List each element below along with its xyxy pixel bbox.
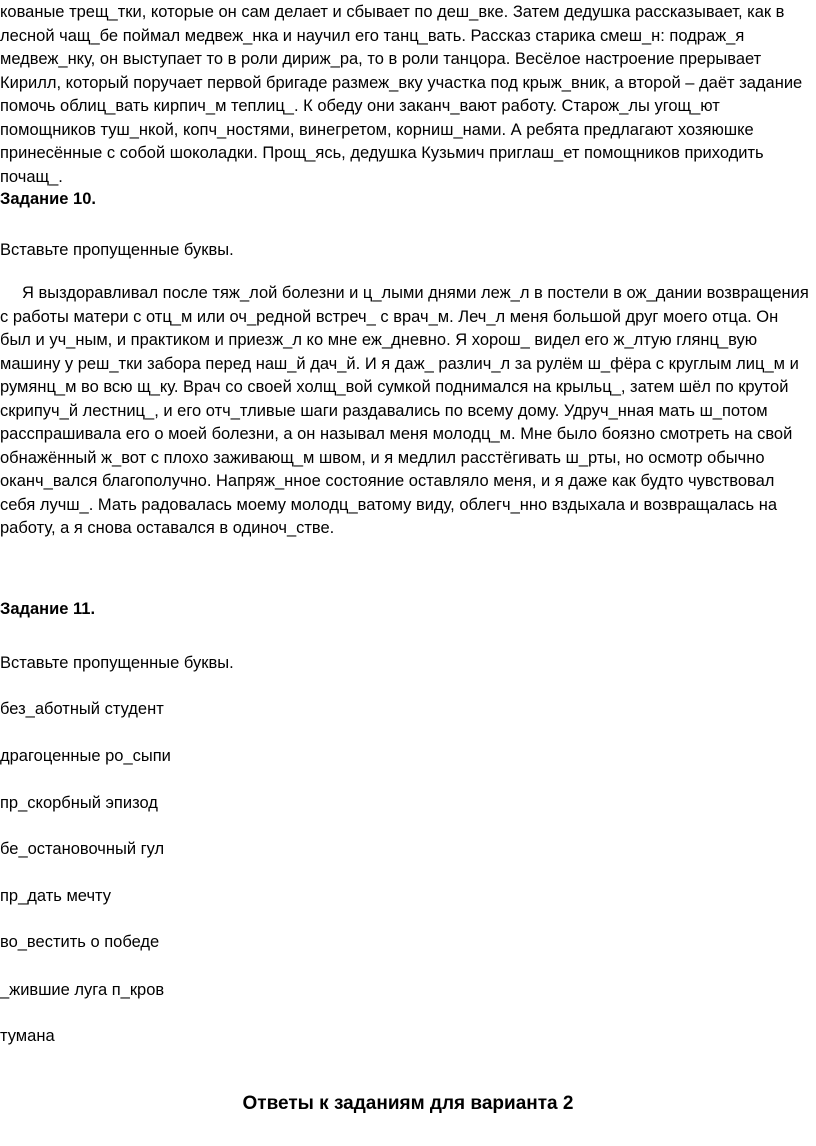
task-11-item: драгоценные ро_сыпи xyxy=(0,747,171,765)
task-11-item: без_аботный студент xyxy=(0,700,164,718)
task-10-text: Я выздоравливал после тяж_лой болезни и ц_лыми днями леж_л в постели в ож_дании возвращения с работы матери с отц_м или оч_редной встреч_ с врач_м. Леч_л меня большой друг моего отца. Он был и уч_ным, и практиком и приезж_л ко мне еж_дневно. Я хорош_ видел его ж_лтую глянц_вую машину у реш_тки забора перед наш_й дач_й. И я даж_ различ_л за рулём ш_фёра с круглым лиц_м и румянц_м во всю щ_ку. Врач со своей холщ_вой сумкой поднимался на крыльц_, затем шёл по крутой скрипуч_й лестниц_, и его отч_тливые шаги раздавались по всему дому. Удруч_нная мать ш_потом расспрашивала его о моей болезни, а он называл меня молодц_м. Мне было боязно смотреть на свой обнажённый ж_вот с плохо заживающ_м швом, и я медлил расстёгивать ш_рты, но осмотр обычно оканч_вался благополучно. Напряж_нное состояние оставляло меня, и я даже как будто чувствовал себя лучш_. Мать радовалась моему молодц_ватому виду, облегч_нно вздыхала и возвращалась на работу, а я снова оставался в одиноч_стве. xyxy=(0,284,809,537)
task-11-item: бе_остановочный гул xyxy=(0,840,165,858)
task-11-item: во_вестить о победе xyxy=(0,933,160,951)
task-11-heading: Задание 11. xyxy=(0,600,96,618)
task-11-item: пр_дать мечту xyxy=(0,887,112,905)
task-11-instruction: Вставьте пропущенные буквы. xyxy=(0,654,234,672)
task-11-item: пр_скорбный эпизод xyxy=(0,794,158,812)
task-11-item: тумана xyxy=(0,1027,55,1045)
task-10-heading: Задание 10. xyxy=(0,190,96,208)
task-10-instruction: Вставьте пропущенные буквы. xyxy=(0,241,234,259)
task-11-item: _жившие луга п_кров xyxy=(0,981,165,999)
answers-heading: Ответы к заданиям для варианта 2 xyxy=(242,1093,574,1114)
intro-paragraph: кованые трещ_тки, которые он сам делает и сбывает по деш_вке. Затем дедушка рассказывает, как в лесной чащ_бе поймал медвеж_нка и научил его танц_вать. Рассказ старика смеш_н: подраж_я медвеж_нку, он выступает то в роли дириж_ра, то в роли танцора. Весёлое настроение прерывает Кирилл, который поручает первой бригаде размеж_вку участка под крыж_вник, а второй – даёт задание помочь облиц_вать кирпич_м теплиц_. К обеду они заканч_вают работу. Старож_лы угощ_ют помощников туш_нкой, копч_ностями, винегретом, корниш_нами. А ребята предлагают хозяюшке принесённые с собой шоколадки. Прощ_ясь, дедушка Кузьмич приглаш_ет помощников приходить почащ_. xyxy=(0,3,803,186)
